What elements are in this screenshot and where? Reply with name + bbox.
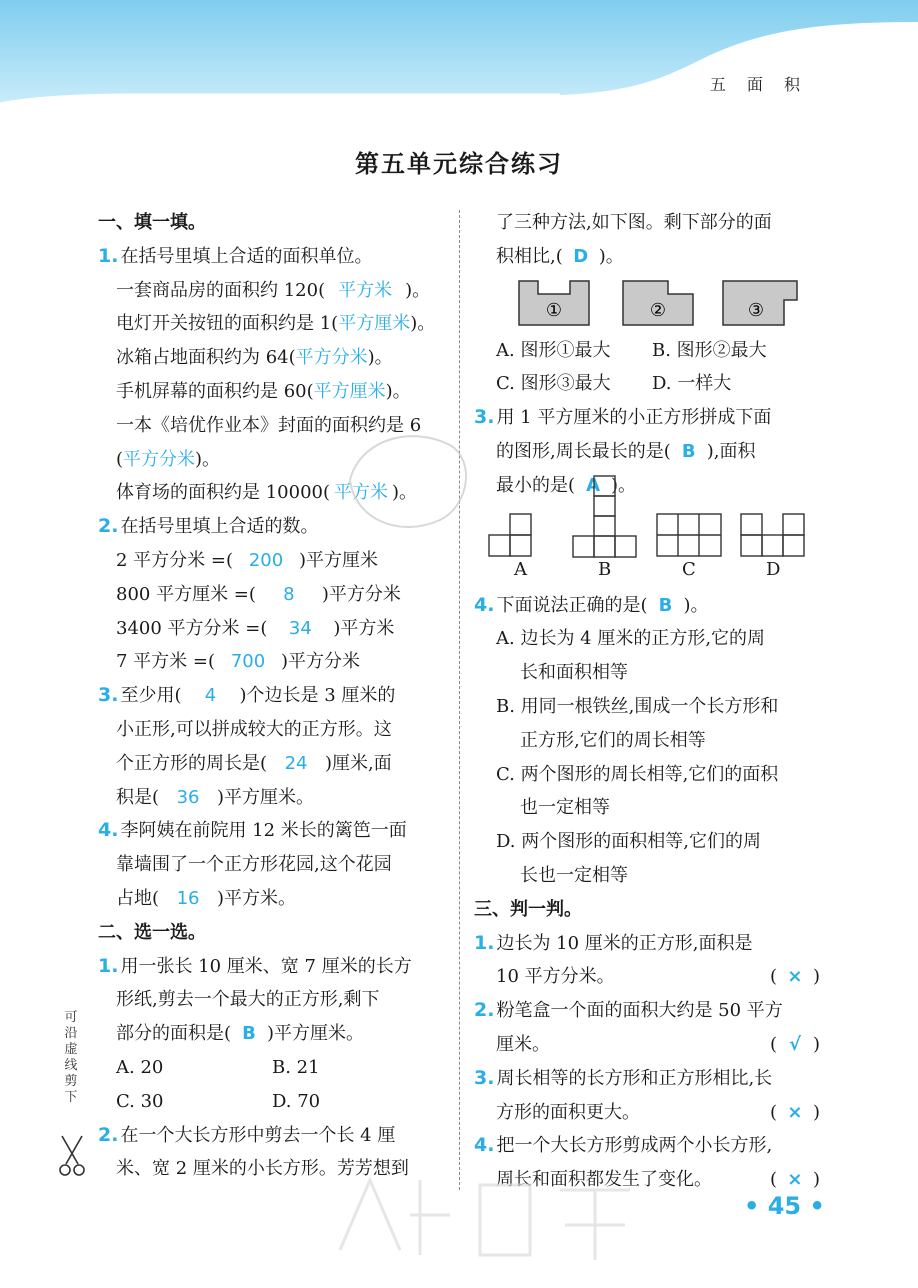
q1-item-6: 体育场的面积约是 10000( 平方米 )。 [98,476,448,510]
answer-mark: × [787,1101,803,1123]
c3-line-2: 的图形,周长最长的是( B ),面积 [474,435,824,469]
section-header-title: 五 面 积 [709,75,808,94]
figure-1 [518,280,590,326]
scissors-icon [58,1134,86,1178]
j3-line-1: 3. 周长相等的长方形和正方形相比,长 [474,1066,773,1089]
shape-c-label: C [682,558,696,580]
answer: B [658,594,673,616]
c2-cont-line-2: 积相比,( D )。 [474,240,824,274]
page-number: • 45 • [744,1192,825,1220]
figure-3 [722,280,798,326]
c4-option-b-2: 正方形,它们的周长相等 [520,729,706,751]
answer-mark: × [787,966,803,988]
c4-line-1: 4. 下面说法正确的是( B )。 [474,589,824,623]
q1-item-5: 一本《培优作业本》封面的面积约是 6 [116,414,422,436]
c4-option-a-2: 长和面积相等 [520,662,628,684]
answer: 平方米 [334,482,389,504]
c1-options-row-2 [98,1085,448,1119]
j3-number: 3. [474,1066,495,1089]
answer: 平方分米 [295,347,368,369]
q2-number: 2. [98,515,119,538]
q1-item-1: 一套商品房的面积约 120( 平方米 )。 [98,274,448,308]
q4-line-1: 4. 李阿姨在前院用 12 米长的篱笆一面 [98,819,407,842]
j2-number: 2. [474,999,495,1022]
option-c: C. 30 [116,1090,164,1112]
j1-line-2: 10 平方分米。 ( × ) [474,960,824,994]
q4-number: 4. [98,819,119,842]
shape-b [572,475,638,559]
c3-shapes [474,503,824,559]
c4-option-c-2: 也一定相等 [520,797,610,819]
q2-item-4: 7 平方米 =( 700 )平方分米 [98,645,448,679]
q4-line-2: 靠墙围了一个正方形花园,这个花园 [116,854,392,876]
q2-stem-text: 在括号里填上合适的数。 [120,516,319,538]
q2-item-3: 3400 平方分米 =( 34 )平方米 [98,612,448,646]
c2-options-row-2 [474,367,824,401]
figure-2-label: ② [649,299,667,321]
q3-line-4: 积是( 36 )平方厘米。 [98,781,448,815]
q3-number: 3. [98,684,119,707]
q1-number: 1. [98,244,119,267]
answer: 24 [284,752,308,774]
answer: 200 [248,549,284,571]
q2-item-1: 2 平方分米 =( 200 )平方厘米 [98,544,448,578]
answer: 平方分米 [123,448,196,470]
q2-stem [98,510,448,544]
c3-line-3: 最小的是( A )。 [474,469,824,503]
answer: 36 [176,786,200,808]
j4-line-2: 周长和面积都发生了变化。 ( × ) [474,1163,824,1197]
c4-option-c-1: C. 两个图形的周长相等,它们的面积 [496,763,779,785]
figure-1-label: ① [545,299,563,321]
option-d: D. 70 [272,1090,321,1112]
figure-3-label: ③ [747,299,765,321]
c4-option-d-1: D. 两个图形的面积相等,它们的周 [496,831,761,853]
answer: A [586,474,600,496]
answer: 平方厘米 [313,380,386,402]
left-column [98,206,448,1186]
option-d: D. 一样大 [652,373,732,395]
cut-along-dashed-line-note: 可 沿 虚 线 剪 下 [64,1010,78,1105]
c2-cont-line-1: 了三种方法,如下图。剩下部分的面 [496,212,772,233]
q3-line-2: 小正形,可以拼成较大的正方形。这 [116,718,392,740]
answer-mark: √ [788,1033,801,1055]
section-judge: 三、判一判。 [474,898,582,920]
q1-stem-text: 在括号里填上合适的面积单位。 [120,245,373,267]
c2-options-row-1 [474,334,824,368]
c3-number: 3. [474,406,495,429]
column-divider [459,210,460,1190]
answer: 16 [176,887,200,909]
c2-line-1: 2. 在一个大长方形中剪去一个长 4 厘 [98,1123,396,1146]
answer: 34 [288,617,312,639]
j2-line-2: 厘米。 ( √ ) [474,1028,824,1062]
c1-number: 1. [98,954,119,977]
q3-line-1: 3. 至少用( 4 )个边长是 3 厘米的 [98,679,448,713]
c4-option-b-1: B. 用同一根铁丝,围成一个长方形和 [496,695,779,717]
c2-number: 2. [98,1123,119,1146]
answer: B [242,1023,256,1045]
option-c: C. 图形③最大 [496,373,611,395]
c1-line-3: 部分的面积是( B )平方厘米。 [98,1017,448,1051]
answer: 平方厘米 [338,313,411,335]
c1-line-1: 1. 用一张长 10 厘米、宽 7 厘米的长方 [98,954,412,977]
option-a: A. 20 [116,1056,164,1078]
shape-d [740,513,806,557]
c3-line-1: 3. 用 1 平方厘米的小正方形拼成下面 [474,406,772,429]
j2-line-1: 2. 粉笔盒一个面的面积大约是 50 平方 [474,999,783,1022]
q1-item-2: 电灯开关按钮的面积约是 1(平方厘米)。 [116,313,436,335]
shape-b-label: B [598,558,612,580]
q3-line-3: 个正方形的周长是( 24 )厘米,面 [98,747,448,781]
section-choose: 二、选一选。 [98,921,206,943]
q1-item-3: 冰箱占地面积约为 64(平方分米)。 [116,347,393,369]
answer: D [573,245,589,267]
j1-line-1: 1. 边长为 10 厘米的正方形,面积是 [474,931,753,954]
page-title: 第五单元综合练习 [355,150,563,178]
c4-number: 4. [474,593,495,616]
section-fill-in: 一、填一填。 [98,212,206,233]
right-column [474,206,824,1197]
answer: 700 [230,651,266,673]
c2-line-2: 米、宽 2 厘米的小长方形。芳芳想到 [116,1158,409,1180]
q1-stem [98,240,448,274]
q2-item-2: 800 平方厘米 =( 8 )平方分米 [98,578,448,612]
c1-options-row-1 [98,1051,448,1085]
j1-number: 1. [474,931,495,954]
c2-figures [474,274,824,334]
answer: 平方米 [338,279,393,301]
answer: 8 [283,583,295,605]
q4-line-3: 占地( 16 )平方米。 [98,882,448,916]
c4-option-a-1: A. 边长为 4 厘米的正方形,它的周 [496,628,766,650]
q1-item-5-answer: (平方分米)。 [116,448,221,470]
j4-line-1: 4. 把一个大长方形剪成两个小长方形, [474,1134,773,1157]
q1-item-4: 手机屏幕的面积约是 60(平方厘米)。 [116,380,411,402]
c3-shape-labels [474,559,824,589]
answer-mark: × [787,1169,803,1191]
figure-2 [622,280,694,326]
shape-a-label: A [514,558,527,580]
answer: B [681,440,696,462]
j3-line-2: 方形的面积更大。 ( × ) [474,1096,824,1130]
option-b: B. 21 [272,1056,320,1078]
answer: 4 [204,685,217,707]
c1-line-2: 形纸,剪去一个最大的正方形,剩下 [116,989,380,1011]
shape-d-label: D [766,558,781,580]
option-b: B. 图形②最大 [652,339,767,361]
c4-option-d-2: 长也一定相等 [520,864,628,886]
shape-a [488,513,532,557]
j4-number: 4. [474,1134,495,1157]
shape-c [656,513,722,557]
option-a: A. 图形①最大 [496,339,611,361]
